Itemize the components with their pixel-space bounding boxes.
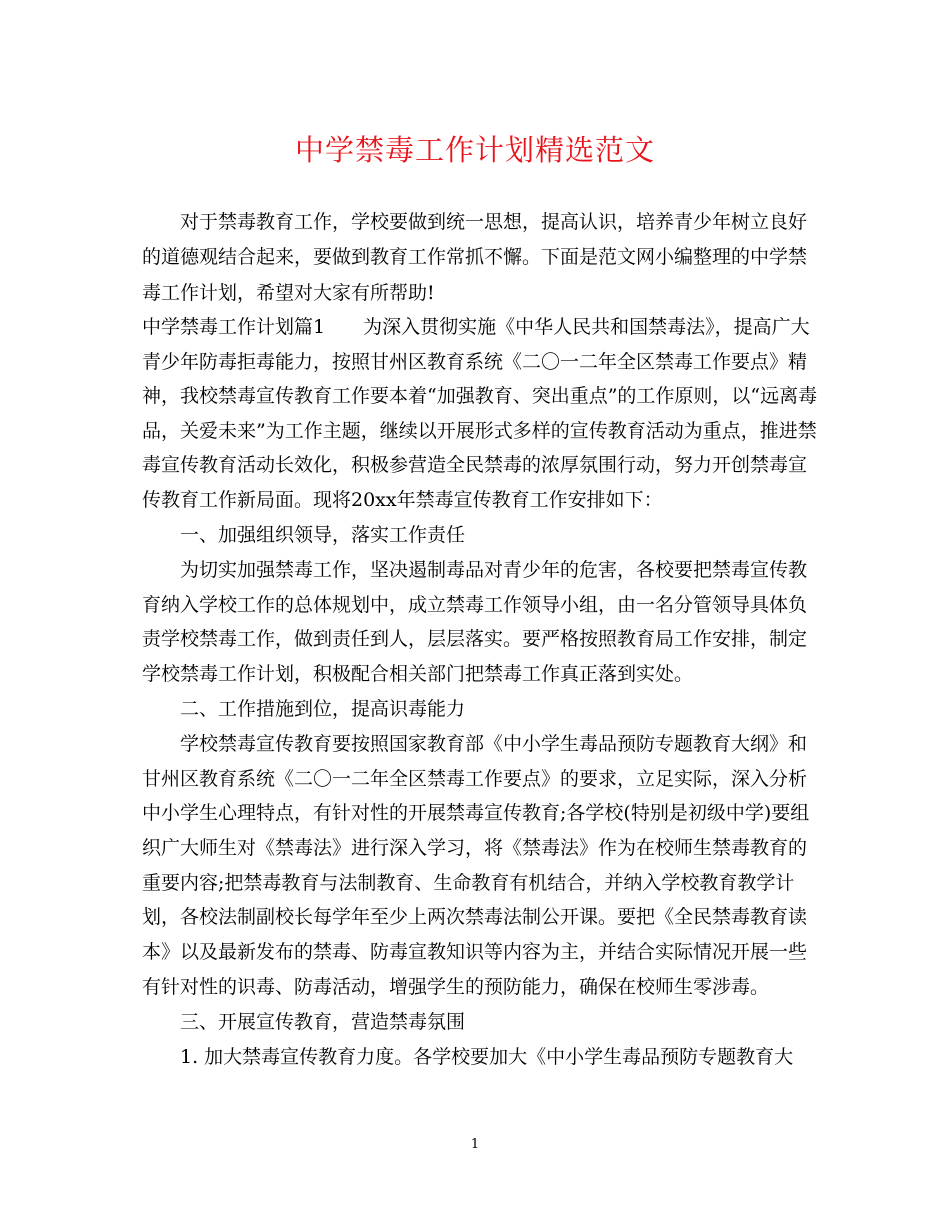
body-line: 织广大师生对《禁毒法》进行深入学习，将《禁毒法》作为在校师生禁毒教育的 [142, 837, 808, 859]
body-line: 的道德观结合起来，要做到教育工作常抓不懈。下面是范文网小编整理的中学禁 [142, 246, 808, 268]
section-heading: 一、加强组织领导，落实工作责任 [142, 524, 466, 546]
section-heading: 三、开展宣传教育，营造禁毒氛围 [142, 1011, 466, 1033]
body-line: 甘州区教育系统《二〇一二年全区禁毒工作要点》的要求，立足实际，深入分析 [142, 768, 808, 790]
body-line: 学校禁毒宣传教育要按照国家教育部《中小学生毒品预防专题教育大纲》和 [142, 733, 808, 755]
body-line: 青少年防毒拒毒能力，按照甘州区教育系统《二〇一二年全区禁毒工作要点》精 [142, 351, 808, 373]
body-line: 育纳入学校工作的总体规划中，成立禁毒工作领导小组，由一名分管领导具体负 [142, 594, 808, 616]
body-line: 中学禁毒工作计划篇1 为深入贯彻实施《中华人民共和国禁毒法》，提高广大 [142, 316, 810, 338]
body-line: 神，我校禁毒宣传教育工作要本着“加强教育、突出重点”的工作原则，以“远离毒 [142, 385, 818, 407]
section-heading: 二、工作措施到位，提高识毒能力 [142, 698, 466, 720]
body-line: 责学校禁毒工作，做到责任到人，层层落实。要严格按照教育局工作安排，制定 [142, 628, 808, 650]
body-line: 有针对性的识毒、防毒活动，增强学生的预防能力，确保在校师生零涉毒。 [142, 976, 770, 998]
body-line: 重要内容;把禁毒教育与法制教育、生命教育有机结合，并纳入学校教育教学计 [142, 872, 795, 894]
body-line: 学校禁毒工作计划，积极配合相关部门把禁毒工作真正落到实处。 [142, 663, 694, 685]
body-line: 本》以及最新发布的禁毒、防毒宣教知识等内容为主，并结合实际情况开展一些 [142, 941, 808, 963]
document-title: 中学禁毒工作计划精选范文 [294, 133, 655, 167]
body-line: 对于禁毒教育工作，学校要做到统一思想，提高认识，培养青少年树立良好 [142, 211, 808, 233]
page-number: 1 [470, 1137, 480, 1152]
body-line: 划，各校法制副校长每学年至少上两次禁毒法制公开课。要把《全民禁毒教育读 [142, 906, 808, 928]
body-line: 1. 加大禁毒宣传教育力度。各学校要加大《中小学生毒品预防专题教育大 [142, 1046, 794, 1068]
body-line: 品，关爱未来”为工作主题，继续以开展形式多样的宣传教育活动为重点，推进禁 [142, 420, 817, 442]
body-line: 为切实加强禁毒工作，坚决遏制毒品对青少年的危害，各校要把禁毒宣传教 [142, 559, 808, 581]
body-line: 毒工作计划，希望对大家有所帮助! [142, 282, 435, 304]
body-line: 毒宣传教育活动长效化，积极参营造全民禁毒的浓厚氛围行动，努力开创禁毒宣 [142, 454, 808, 476]
body-line: 中小学生心理特点，有针对性的开展禁毒宣传教育;各学校(特别是初级中学)要组 [142, 802, 810, 824]
body-line: 传教育工作新局面。现将20xx年禁毒宣传教育工作安排如下： [142, 489, 663, 511]
